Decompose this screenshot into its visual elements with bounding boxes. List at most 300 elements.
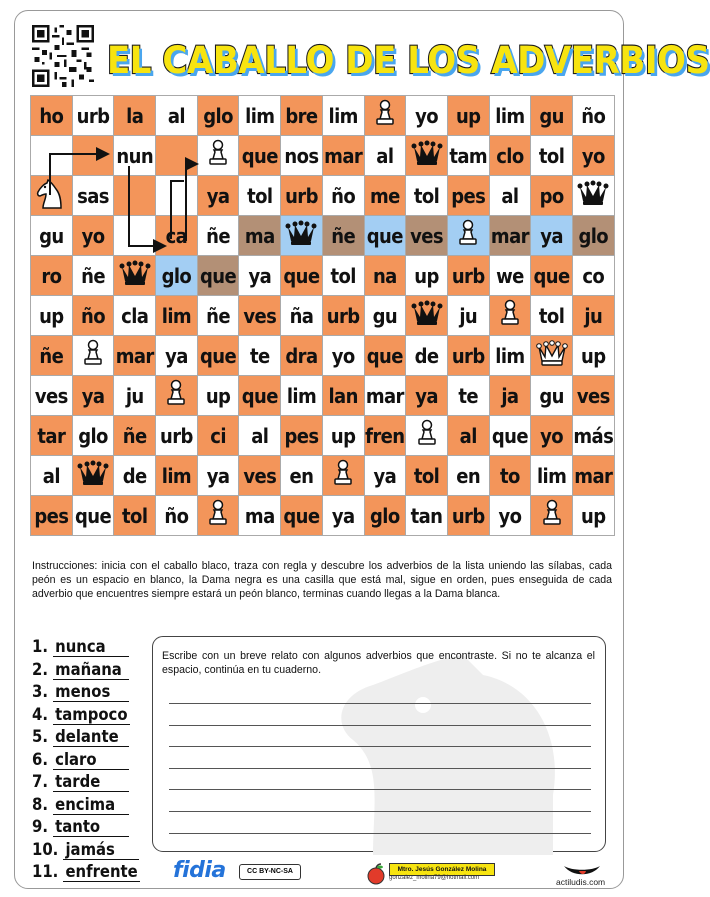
writing-line[interactable]	[169, 725, 591, 726]
syllable: ya	[415, 383, 438, 408]
writing-prompt: Escribe con un breve relato con algunos adverbios que encontraste. Si no te alcanza el espacio, continúa en tu cuaderno.	[162, 650, 595, 676]
board-cell[interactable]	[572, 336, 614, 376]
board-cell[interactable]	[31, 296, 73, 336]
syllable: po	[539, 183, 564, 208]
board-cell[interactable]	[572, 256, 614, 296]
board-cell[interactable]	[114, 336, 156, 376]
board-cell[interactable]	[572, 376, 614, 416]
writing-box[interactable]	[152, 636, 606, 852]
adverb-word: mañana	[53, 661, 129, 680]
syllable: ñe	[39, 343, 64, 368]
board-cell[interactable]	[406, 456, 448, 496]
board-cell[interactable]	[531, 376, 573, 416]
board-cell[interactable]	[31, 376, 73, 416]
board-cell[interactable]	[72, 176, 114, 216]
board-cell[interactable]	[239, 496, 281, 536]
board-cell[interactable]	[531, 176, 573, 216]
page-title: EL CABALLO DE LOS ADVERBIOS	[107, 39, 710, 82]
white-pawn-icon	[331, 468, 355, 492]
syllable: que	[200, 343, 237, 368]
board-cell[interactable]	[447, 296, 489, 336]
board-cell[interactable]	[281, 416, 323, 456]
board-cell[interactable]	[322, 336, 364, 376]
board-cell[interactable]	[72, 296, 114, 336]
board-cell[interactable]	[114, 376, 156, 416]
instructions-text: Instrucciones: inicia con el caballo blaco, traza con regla y descubre los adverbios de la lista uniendo las sílabas, cada peón es un espacio en blanco, la Dama negra es una casilla que está mal, sigue en orden, pues enseguida de cada adverbio que encuentres siempre estará un peón blanco, terminas cuando llegas a la Dama blanca.	[32, 560, 612, 600]
board-cell[interactable]	[531, 296, 573, 336]
board-cell[interactable]	[197, 296, 239, 336]
syllable: ca	[165, 223, 188, 248]
adverb-number: 5.	[32, 727, 48, 746]
writing-line[interactable]	[169, 789, 591, 790]
board-cell[interactable]	[406, 496, 448, 536]
board-row	[31, 416, 615, 456]
syllable: ya	[373, 463, 397, 488]
board-cell[interactable]	[447, 456, 489, 496]
board-cell[interactable]	[281, 496, 323, 536]
board-cell[interactable]	[156, 416, 198, 456]
board-cell[interactable]	[281, 376, 323, 416]
adverb-number: 3.	[32, 682, 48, 701]
board-cell[interactable]	[31, 496, 73, 536]
syllable: fren	[365, 423, 405, 448]
syllable: que	[366, 223, 403, 248]
syllable: ju	[584, 303, 603, 328]
board-cell[interactable]	[281, 96, 323, 136]
adverb-list-item	[32, 682, 140, 705]
board-cell[interactable]	[364, 216, 406, 256]
board-cell[interactable]	[72, 256, 114, 296]
syllable: dra	[285, 343, 318, 368]
board-cell[interactable]	[239, 176, 281, 216]
syllable: pes	[451, 183, 486, 208]
board-cell[interactable]	[197, 96, 239, 136]
board-cell[interactable]	[156, 176, 198, 216]
syllable: ñe	[122, 423, 147, 448]
board-cell[interactable]	[31, 416, 73, 456]
board-cell[interactable]	[572, 176, 614, 216]
board-cell[interactable]	[489, 296, 531, 336]
syllable: que	[283, 503, 320, 528]
board-cell[interactable]	[322, 296, 364, 336]
board-cell[interactable]	[531, 456, 573, 496]
board-row	[31, 456, 615, 496]
black-queen-icon	[411, 148, 443, 172]
board-cell[interactable]	[197, 416, 239, 456]
board-row	[31, 96, 615, 136]
board-cell[interactable]	[72, 136, 114, 176]
board-row	[31, 496, 615, 536]
board-cell[interactable]	[72, 456, 114, 496]
adverb-number: 4.	[32, 704, 48, 724]
board-cell[interactable]	[322, 496, 364, 536]
board-cell[interactable]	[197, 256, 239, 296]
board-cell[interactable]	[406, 416, 448, 456]
syllable: mar	[324, 143, 363, 168]
board-cell[interactable]	[31, 256, 73, 296]
syllable: up	[205, 383, 231, 408]
syllable: al	[167, 103, 185, 128]
syllable: mar	[490, 223, 529, 248]
syllable: tol	[330, 263, 356, 288]
board-cell[interactable]	[281, 296, 323, 336]
board-cell[interactable]	[406, 376, 448, 416]
syllable: up	[581, 343, 606, 368]
board-cell[interactable]	[531, 496, 573, 536]
writing-line[interactable]	[169, 833, 591, 834]
adverb-word: claro	[53, 751, 129, 770]
syllable: ñe	[331, 223, 356, 248]
board-cell[interactable]	[364, 456, 406, 496]
board-cell[interactable]	[447, 416, 489, 456]
syllable: urb	[451, 503, 485, 528]
syllable: urb	[451, 343, 485, 368]
board-cell[interactable]	[156, 296, 198, 336]
board-cell[interactable]	[489, 496, 531, 536]
syllable: tar	[37, 423, 66, 448]
board-cell[interactable]	[281, 176, 323, 216]
syllable: te	[458, 383, 479, 408]
board-cell[interactable]	[572, 296, 614, 336]
board-cell[interactable]	[114, 296, 156, 336]
syllable: urb	[76, 103, 110, 128]
board-cell[interactable]	[114, 456, 156, 496]
adverb-word: tanto	[53, 818, 129, 837]
syllable: ci	[210, 423, 226, 448]
license-badge: CC BY-NC-SA	[239, 864, 301, 880]
board-cell[interactable]	[31, 176, 73, 216]
board-cell[interactable]	[239, 376, 281, 416]
syllable: urb	[160, 423, 193, 448]
syllable: ya	[81, 383, 105, 408]
syllable: al	[376, 143, 394, 168]
board-cell[interactable]	[447, 376, 489, 416]
board-cell[interactable]	[72, 496, 114, 536]
board-cell[interactable]	[572, 216, 614, 256]
adverb-number: 10.	[32, 839, 59, 859]
white-queen-icon	[536, 348, 568, 372]
syllable: up	[39, 303, 64, 328]
board-cell[interactable]	[114, 216, 156, 256]
board-cell[interactable]	[364, 336, 406, 376]
syllable: urb	[451, 263, 485, 288]
board-cell[interactable]	[156, 336, 198, 376]
board-cell[interactable]	[531, 136, 573, 176]
board-cell[interactable]	[239, 296, 281, 336]
adverb-list-item	[32, 660, 140, 683]
board-cell[interactable]	[447, 216, 489, 256]
author-badge	[365, 863, 493, 885]
board-cell[interactable]	[239, 96, 281, 136]
syllable: na	[372, 263, 397, 288]
board-cell[interactable]	[322, 256, 364, 296]
board-cell[interactable]	[156, 96, 198, 136]
actiludis-logo	[552, 863, 612, 889]
board-cell[interactable]	[239, 216, 281, 256]
board-cell[interactable]	[197, 216, 239, 256]
knight-watermark-icon	[313, 655, 613, 855]
white-pawn-icon	[81, 348, 105, 372]
board-cell[interactable]	[489, 416, 531, 456]
board-cell[interactable]	[489, 256, 531, 296]
board-cell[interactable]	[197, 176, 239, 216]
syllable: lim	[161, 463, 192, 488]
board-cell[interactable]	[447, 256, 489, 296]
writing-line[interactable]	[169, 768, 591, 769]
black-queen-icon	[411, 308, 443, 332]
board-cell[interactable]	[72, 416, 114, 456]
syllable: lim	[286, 383, 317, 408]
fidia-logo: fidia	[173, 858, 226, 883]
board-cell[interactable]	[364, 376, 406, 416]
board-cell[interactable]	[406, 96, 448, 136]
syllable: al	[251, 423, 269, 448]
board-cell[interactable]	[239, 256, 281, 296]
syllable: ya	[165, 343, 188, 368]
board-cell[interactable]	[114, 416, 156, 456]
board-cell[interactable]	[322, 376, 364, 416]
board-cell[interactable]	[489, 376, 531, 416]
syllable: clo	[496, 143, 524, 168]
board-cell[interactable]	[239, 136, 281, 176]
syllable: en	[289, 463, 314, 488]
syllable: ya	[206, 463, 230, 488]
syllable: de	[122, 463, 147, 488]
board-cell[interactable]	[114, 496, 156, 536]
syllable: ñe	[81, 263, 105, 288]
writing-line[interactable]	[169, 746, 591, 747]
adverb-word: menos	[53, 683, 129, 702]
apple-icon	[365, 863, 387, 885]
black-queen-icon	[577, 188, 609, 212]
syllable: ju	[459, 303, 478, 328]
board-cell[interactable]	[31, 456, 73, 496]
board-cell[interactable]	[156, 376, 198, 416]
board-cell[interactable]	[364, 136, 406, 176]
board-cell[interactable]	[364, 496, 406, 536]
board-cell[interactable]	[31, 216, 73, 256]
syllable: que	[283, 263, 320, 288]
author-name: Mtro. Jesús González Molina	[389, 863, 495, 876]
board-cell[interactable]	[322, 136, 364, 176]
board-cell[interactable]	[239, 456, 281, 496]
board-cell[interactable]	[489, 176, 531, 216]
syllable: nun	[116, 143, 154, 168]
syllable: lim	[536, 463, 567, 488]
adverb-word: tarde	[53, 773, 129, 792]
syllable: que	[533, 263, 570, 288]
board-cell[interactable]	[322, 216, 364, 256]
syllable: bre	[285, 103, 318, 128]
board-cell[interactable]	[572, 96, 614, 136]
actiludis-site: actiludis.com	[556, 877, 606, 887]
syllable: ño	[81, 303, 106, 328]
syllable: glo	[161, 263, 192, 288]
board-cell[interactable]	[72, 376, 114, 416]
adverb-number: 2.	[32, 659, 48, 679]
syllable: gu	[372, 303, 398, 328]
board-cell[interactable]	[197, 336, 239, 376]
syllable: up	[581, 503, 606, 528]
board-cell[interactable]	[364, 296, 406, 336]
board-cell[interactable]	[72, 96, 114, 136]
board-cell[interactable]	[31, 96, 73, 136]
syllable: mar	[574, 463, 613, 488]
adverb-word: tampoco	[55, 704, 128, 724]
board-cell[interactable]	[364, 96, 406, 136]
board-cell[interactable]	[72, 336, 114, 376]
board-cell[interactable]	[364, 416, 406, 456]
board-cell[interactable]	[31, 336, 73, 376]
syllable: glo	[78, 423, 108, 448]
syllable: yo	[81, 223, 105, 248]
board-cell[interactable]	[281, 216, 323, 256]
syllable: ñe	[206, 223, 230, 248]
board-cell[interactable]	[197, 456, 239, 496]
syllable: ho	[39, 103, 64, 128]
board-cell[interactable]	[406, 256, 448, 296]
syllable: mar	[365, 383, 404, 408]
board-cell[interactable]	[531, 216, 573, 256]
syllable: ves	[410, 223, 443, 248]
board-cell[interactable]	[156, 256, 198, 296]
board-cell[interactable]	[531, 96, 573, 136]
adverb-number: 8.	[32, 794, 48, 814]
board-cell[interactable]	[406, 216, 448, 256]
worksheet	[14, 10, 710, 889]
board-cell[interactable]	[239, 416, 281, 456]
board-cell[interactable]	[406, 136, 448, 176]
board-cell[interactable]	[447, 496, 489, 536]
adverb-list-item	[32, 795, 140, 818]
board-cell[interactable]	[572, 136, 614, 176]
syllable: ves	[34, 383, 68, 408]
syllable: nos	[284, 143, 319, 168]
board-cell[interactable]	[197, 496, 239, 536]
adverb-word: jamás	[63, 841, 139, 860]
syllable: gu	[539, 383, 564, 408]
board-cell[interactable]	[322, 416, 364, 456]
syllable: glo	[370, 503, 400, 528]
board-cell[interactable]	[447, 176, 489, 216]
syllable: ves	[576, 383, 610, 408]
board-cell[interactable]	[406, 336, 448, 376]
board-cell[interactable]	[281, 136, 323, 176]
adverb-list-item	[32, 727, 140, 750]
syllable: sas	[77, 183, 109, 208]
board-cell[interactable]	[572, 416, 614, 456]
syllable: ño	[164, 503, 189, 528]
board-cell[interactable]	[156, 136, 198, 176]
syllable: ya	[248, 263, 272, 288]
syllable: to	[500, 463, 520, 488]
white-pawn-icon	[540, 508, 564, 532]
board-cell[interactable]	[406, 176, 448, 216]
board-cell[interactable]	[531, 336, 573, 376]
board-cell[interactable]	[114, 96, 156, 136]
board-cell[interactable]	[156, 216, 198, 256]
syllable: tol	[122, 503, 148, 528]
board-cell[interactable]	[156, 496, 198, 536]
syllable: tol	[413, 183, 440, 208]
syllable: en	[456, 463, 481, 488]
board-cell[interactable]	[322, 176, 364, 216]
board-cell[interactable]	[197, 136, 239, 176]
author-email: gonzalez_molina79@hotmail.com	[389, 875, 480, 881]
board-cell[interactable]	[447, 336, 489, 376]
board-cell[interactable]	[281, 256, 323, 296]
board-cell[interactable]	[322, 456, 364, 496]
board-cell[interactable]	[239, 336, 281, 376]
syllable: ma	[244, 223, 275, 248]
board-cell[interactable]	[114, 136, 156, 176]
syllable: yo	[581, 143, 605, 168]
syllable: tol	[247, 183, 273, 208]
writing-line[interactable]	[169, 811, 591, 812]
board-cell[interactable]	[281, 336, 323, 376]
board-row	[31, 256, 615, 296]
syllable: al	[459, 423, 477, 448]
board-cell[interactable]	[364, 256, 406, 296]
board-cell[interactable]	[531, 256, 573, 296]
adverb-number: 9.	[32, 817, 48, 836]
board-cell[interactable]	[531, 416, 573, 456]
adverb-list-item	[32, 705, 140, 728]
board-cell[interactable]	[114, 176, 156, 216]
board-cell[interactable]	[572, 456, 614, 496]
board-cell[interactable]	[489, 96, 531, 136]
board-cell[interactable]	[572, 496, 614, 536]
syllable: que	[241, 383, 278, 408]
white-pawn-icon	[498, 308, 522, 332]
adverb-list-item	[32, 862, 140, 885]
syllable: ya	[206, 183, 230, 208]
writing-line[interactable]	[169, 703, 591, 704]
board-cell[interactable]	[489, 216, 531, 256]
syllable: yo	[498, 503, 522, 528]
board-cell[interactable]	[489, 456, 531, 496]
board-cell[interactable]	[31, 136, 73, 176]
syllable: yo	[415, 103, 438, 128]
board-cell[interactable]	[156, 456, 198, 496]
board-cell[interactable]	[114, 256, 156, 296]
chess-board	[30, 95, 615, 536]
board-cell[interactable]	[72, 216, 114, 256]
board-row	[31, 176, 615, 216]
board-cell[interactable]	[489, 136, 531, 176]
syllable: gu	[539, 103, 564, 128]
syllable: cla	[121, 303, 149, 328]
adverb-list	[32, 637, 140, 885]
board-cell[interactable]	[447, 96, 489, 136]
syllable: tol	[538, 303, 565, 328]
board-cell[interactable]	[489, 336, 531, 376]
syllable: lim	[495, 103, 525, 128]
syllable: la	[126, 103, 144, 128]
board-cell[interactable]	[406, 296, 448, 336]
syllable: al	[42, 463, 60, 488]
syllable: yo	[540, 423, 564, 448]
white-pawn-icon	[373, 108, 397, 132]
board-cell[interactable]	[281, 456, 323, 496]
syllable: ño	[331, 183, 356, 208]
board-cell[interactable]	[364, 176, 406, 216]
board-cell[interactable]	[197, 376, 239, 416]
board-cell[interactable]	[447, 136, 489, 176]
board-cell[interactable]	[322, 96, 364, 136]
white-pawn-icon	[456, 228, 480, 252]
adverb-word: nunca	[53, 638, 129, 657]
